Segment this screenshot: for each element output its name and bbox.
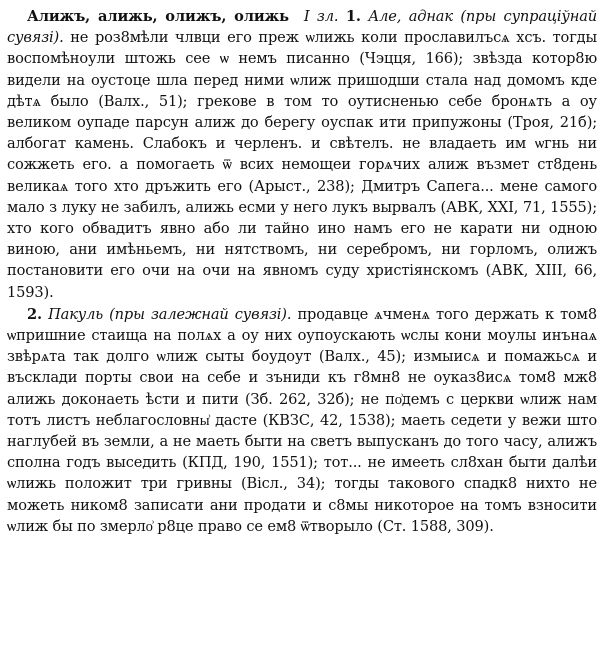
entry-sense-2-paragraph xyxy=(7,304,597,537)
sense-2-gloss: Пакуль (пры залежнай сувязi). xyxy=(48,305,292,323)
entry-grammar: I зл. xyxy=(303,8,339,25)
entry-sense-1-paragraph xyxy=(7,6,597,303)
entry-headword: Алижъ, алижь, олижъ, олижь xyxy=(27,8,289,25)
sense-2-number: 2. xyxy=(27,305,42,323)
sense-1-number: 1. xyxy=(345,8,361,25)
sense-1-gloss: Але, аднак (пры супрацiўнай сувязi). xyxy=(7,8,598,47)
dictionary-page xyxy=(7,6,597,537)
sense-1-text: не роз8мѣли члвци его преж ѡлижь коли прославилъсѧ хсъ. тогды воспомѣноули штожь сее ѡ немъ писанно (Чэцця, 166); звѣзда котор8ю видели на оустоце шла перед ними ѡлиж пришодши стала над домомъ кде дѣтѧ было (Валх., 51); грекове в том то оутисненью себе бронѧть а оу великом оупаде парсун алиж до берегу оуспак ити припужоны (Троя, 21б); албогат камень. Слабокъ и черленъ. и свѣтелъ. не владаеть им ѡгнь ни сожжеть его. а помогаеть ѿ всих немощеи горѧчих алиж възмет ст8день великаѧ того хто дръжить его (Арыст., 238); Дмитръ Сапега... мене самого мало з луку не забилъ, алижь есми у него лукъ вырвалъ (АВК, XXI, 71, 1555); хто кого обвадитъ явно або ли тайно ино намъ его не карати ни одною виною, ани имѣньемъ, ни нятствомъ, ни серебромъ, ни горломъ, олижъ постановити его очи на очи на явномъ суду христiянскомъ (АВК, XIII, 66, 1593). xyxy=(7,29,597,301)
sense-2-text: продавце ѧчменѧ того держать к том8 ѡпришние стаища на полѧх а оу них оупоускають ѡслы кони моулы инънаѧ звѣрѧта так долго ѡлиж сыты боудоут (Валх., 45); измыисѧ и помажьсѧ и въсклади порты свои на себе и зъниди къ г8мн8 не оуказ8исѧ том8 мж8 алижь доконаеть ѣсти и пити (Зб. 262, 32б); не по͗демъ с церкви ѡлиж нам тотъ листъ неблагословны͗ дасте (КВЗС, 42, 1538); маеть седети у вежи што наглубей въ земли, а не маеть быти на светъ выпусканъ до того часу, алижъ сполна годъ выседить (КПД, 190, 1551); тот... не имееть сл8хан быти далѣи ѡлижь положит три гривны (Вiсл., 34); тогды такового спадк8 нихто не може‍ть ником8 записати ани продати и с8мы никоторое на томъ взносити ѡлиж бы по змерло͗ р8це право се ем8 ѿтворыло (Ст. 1588, 309). xyxy=(7,305,597,535)
